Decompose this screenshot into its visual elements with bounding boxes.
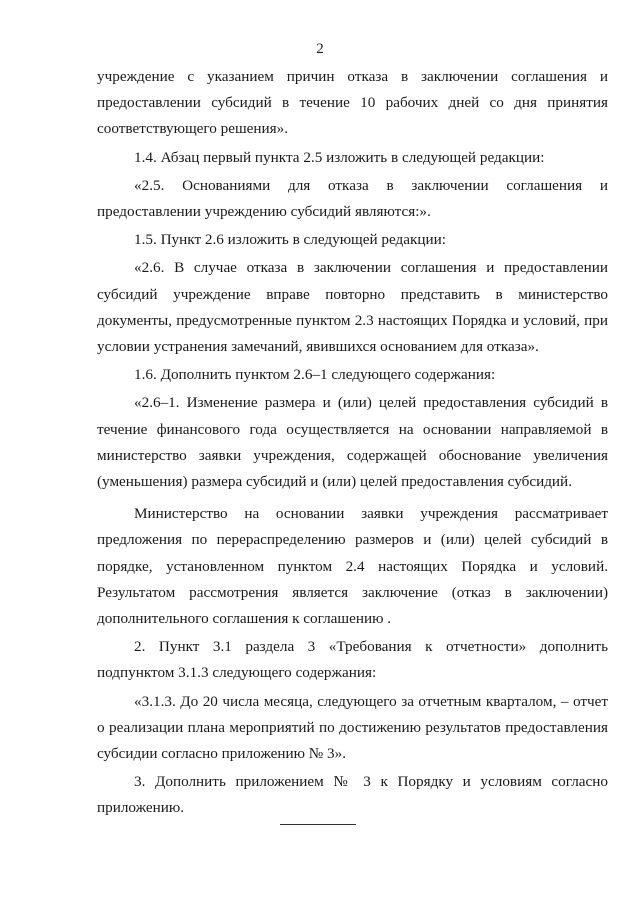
paragraph-line: 1.5. Пункт 2.6 изложить в следующей редакции: (134, 231, 447, 249)
paragraph-line: предоставлении субсидий в течение 10 рабочих дней со дня принятия (97, 94, 608, 112)
paragraph-line: (уменьшения) размера субсидий и (или) целей предоставления субсидий. (97, 473, 572, 491)
paragraph-line: 1.4. Абзац первый пункта 2.5 изложить в следующей редакции: (134, 148, 545, 166)
paragraph-line: порядке, установленном пунктом 2.4 настоящих Порядка и условий. (97, 557, 608, 575)
paragraph-line: о реализации плана мероприятий по достижению результатов предоставления (97, 718, 608, 736)
paragraph-line: 3. Дополнить приложением № 3 к Порядку и условиям согласно (134, 773, 608, 791)
paragraph-line: дополнительного соглашения к соглашению . (97, 610, 392, 628)
paragraph-line: Министерство на основании заявки учреждения рассматривает (134, 505, 608, 523)
end-of-document-rule (280, 824, 356, 825)
paragraph-line: соответствующего решения». (97, 120, 289, 138)
paragraph-line: министерство заявки учреждения, содержащей обоснование увеличения (97, 446, 608, 464)
paragraph-line: учреждение с указанием причин отказа в заключении соглашения и (97, 68, 608, 85)
paragraph-line: предложения по перераспределению размеров и (или) целей субсидий в (97, 531, 608, 549)
paragraph-line: «3.1.3. До 20 числа месяца, следующего за отчетным кварталом, – отчет (134, 692, 608, 710)
paragraph-line: субсидий учреждение вправе повторно представить в министерство (97, 285, 608, 303)
paragraph-line: условии устранения замечаний, явившихся основанием для отказа». (97, 338, 539, 356)
paragraph-line: субсидии согласно приложению № 3». (97, 745, 347, 763)
paragraph-line: течение финансового года осуществляется на основании направляемой в (97, 420, 608, 438)
paragraph-line: документы, предусмотренные пунктом 2.3 настоящих Порядка и условий, при (97, 311, 608, 329)
paragraph-line: предоставлении учреждению субсидий являются:». (97, 203, 431, 221)
paragraph-line: «2.6. В случае отказа в заключении соглашения и предоставлении (134, 259, 608, 277)
paragraph-line: «2.5. Основаниями для отказа в заключении соглашения и (134, 176, 608, 194)
paragraph-line: 2. Пункт 3.1 раздела 3 «Требования к отчетности» дополнить (134, 638, 608, 656)
paragraph-line: подпунктом 3.1.3 следующего содержания: (97, 664, 377, 682)
document-body (97, 64, 608, 822)
paragraph-line: «2.6–1. Изменение размера и (или) целей предоставления субсидий в (134, 394, 608, 412)
paragraph-line: приложению. (97, 799, 185, 817)
paragraph-line: 1.6. Дополнить пунктом 2.6–1 следующего содержания: (134, 366, 496, 384)
page-number: 2 (316, 41, 324, 57)
paragraph-line: Результатом рассмотрения является заключение (отказ в заключении) (97, 583, 608, 601)
